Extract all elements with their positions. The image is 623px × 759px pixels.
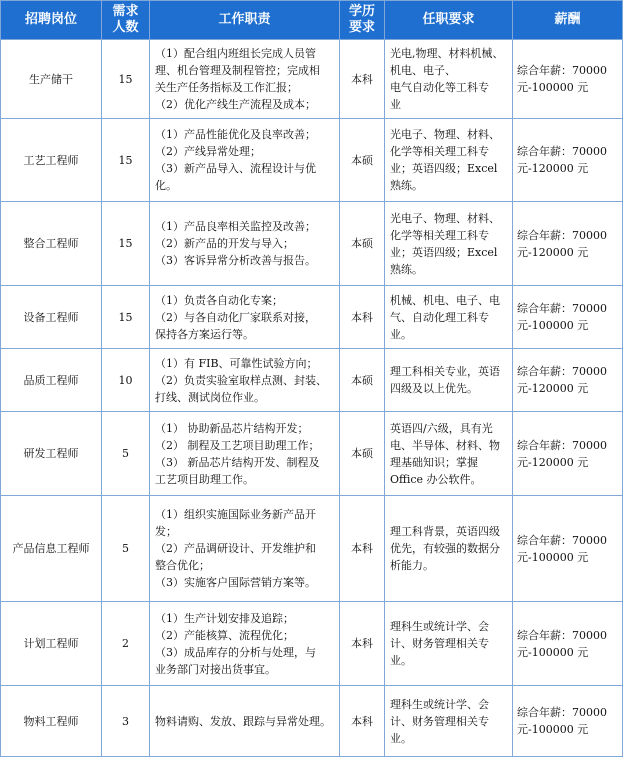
salary-cell — [513, 686, 623, 757]
salary-line: 元-100000 元 — [517, 81, 589, 94]
header-requirements: 任职要求 — [385, 1, 513, 40]
salary-line: 综合年薪：70000 — [517, 228, 607, 242]
duty-line: （2）与各自动化厂家联系对接， — [155, 310, 316, 324]
requirements-cell — [385, 349, 513, 412]
duty-line: （1）组织实施国际业务新产品开 — [155, 508, 316, 521]
education-cell: 本科 — [340, 496, 385, 602]
headcount-cell: 5 — [102, 412, 150, 496]
duty-line: 业务部门对接出货事宜。 — [155, 662, 276, 676]
header-education-line2: 要求 — [348, 20, 375, 35]
requirement-line: 计、财务管理相关专 — [390, 637, 489, 650]
duties-cell — [150, 349, 340, 412]
duty-line: （2）优化产线生产流程及成本； — [155, 98, 316, 111]
salary-line: 元-120000 元 — [517, 162, 589, 175]
duty-line: 关生产任务指标及工作汇报； — [155, 81, 298, 94]
requirement-line: 业。 — [390, 731, 412, 745]
duty-line: （1）产品良率相关监控及改善； — [155, 220, 316, 233]
salary-line: 元-100000 元 — [517, 723, 589, 736]
salary-line: 元-120000 元 — [517, 245, 589, 259]
headcount-cell: 5 — [102, 496, 150, 602]
requirement-line: 机械、机电、电子、电 — [390, 293, 500, 307]
position-cell: 生产储干 — [1, 40, 102, 119]
headcount-cell: 10 — [102, 349, 150, 412]
duties-cell — [150, 602, 340, 686]
requirement-line: 理基础知识；掌握 — [390, 455, 478, 469]
duty-line: 发； — [155, 525, 177, 538]
requirement-line: 化学等相关理工科专 — [390, 145, 489, 158]
requirements-cell — [385, 686, 513, 757]
requirement-line: Office 办公软件。 — [390, 472, 482, 486]
requirements-cell — [385, 286, 513, 349]
salary-line: 元-120000 元 — [517, 382, 589, 395]
headcount-cell: 3 — [102, 686, 150, 757]
education-cell: 本科 — [340, 686, 385, 757]
headcount-cell: 2 — [102, 602, 150, 686]
requirement-line: 计、财务管理相关专 — [390, 714, 489, 728]
table-row — [1, 412, 623, 496]
requirement-line: 光电,物理、材料机械、 — [390, 47, 504, 60]
position-cell: 品质工程师 — [1, 349, 102, 412]
salary-cell — [513, 119, 623, 202]
duty-line: （2） 制程及工艺项目助理工作； — [155, 438, 320, 452]
headcount-cell: 15 — [102, 119, 150, 202]
requirement-line: 业。 — [390, 654, 412, 667]
requirement-line: 优先，有较强的数据分 — [390, 542, 500, 555]
table-row — [1, 686, 623, 757]
requirement-line: 业。 — [390, 327, 412, 341]
duty-line: 保持各方案运行等。 — [155, 327, 254, 341]
salary-line: 综合年薪：70000 — [517, 438, 607, 452]
requirement-line: 四级及以上优先。 — [390, 382, 478, 395]
duty-line: （2）产品调研设计、开发维护和 — [155, 542, 316, 555]
education-cell: 本硕 — [340, 412, 385, 496]
duties-cell — [150, 119, 340, 202]
duty-line: （3）成品库存的分析与处理，与 — [155, 645, 316, 659]
duty-line: （1）生产计划安排及追踪； — [155, 611, 294, 625]
salary-line: 元-100000 元 — [517, 319, 589, 332]
requirement-line: 熟练。 — [390, 179, 423, 192]
header-headcount-line2: 人数 — [112, 20, 139, 35]
salary-cell — [513, 40, 623, 119]
header-position: 招聘岗位 — [1, 1, 102, 40]
table-row — [1, 349, 623, 412]
duties-cell — [150, 412, 340, 496]
salary-line: 综合年薪：70000 — [517, 64, 607, 77]
headcount-cell: 15 — [102, 202, 150, 286]
table-row — [1, 286, 623, 349]
education-cell: 本硕 — [340, 202, 385, 286]
duty-line: （2）产线异常处理； — [155, 145, 261, 158]
duty-line: （3）客诉异常分析改善与报告。 — [155, 254, 316, 267]
requirement-line: 理工科相关专业，英语 — [390, 365, 500, 378]
requirement-line: 气、自动化理工科专 — [390, 310, 489, 324]
requirement-line: 业 — [390, 98, 401, 111]
table-row — [1, 40, 623, 119]
table-row — [1, 496, 623, 602]
requirement-line: 电气自动化等工科专 — [390, 81, 489, 94]
requirements-cell — [385, 602, 513, 686]
duty-line: （1）配合组内班组长完成人员管 — [155, 47, 316, 60]
duty-line: 工艺项目助理工作。 — [155, 472, 254, 486]
duty-line: （2）产能核算、流程优化； — [155, 628, 294, 642]
requirement-line: 析能力。 — [390, 559, 434, 572]
table-row — [1, 602, 623, 686]
header-duties: 工作职责 — [150, 1, 340, 40]
salary-cell — [513, 602, 623, 686]
requirements-cell — [385, 40, 513, 119]
header-education — [340, 1, 385, 40]
requirement-line: 电、半导体、材料、物 — [390, 438, 500, 452]
duties-cell — [150, 496, 340, 602]
salary-line: 综合年薪：70000 — [517, 533, 607, 547]
duty-line: 整合优化； — [155, 559, 210, 572]
requirements-cell — [385, 412, 513, 496]
position-cell: 研发工程师 — [1, 412, 102, 496]
salary-cell — [513, 286, 623, 349]
position-cell: 产品信息工程师 — [1, 496, 102, 602]
duties-cell — [150, 40, 340, 119]
duties-cell — [150, 202, 340, 286]
requirement-line: 理科生或统计学、会 — [390, 697, 489, 711]
position-cell: 工艺工程师 — [1, 119, 102, 202]
table-row — [1, 202, 623, 286]
requirement-line: 光电子、物理、材料、 — [390, 211, 500, 225]
duty-line: （1）产品性能优化及良率改善； — [155, 128, 316, 141]
duty-line: （1）负责各自动化专案； — [155, 293, 283, 307]
duty-line: （3）新产品导入、流程设计与优 — [155, 162, 316, 175]
duties-cell — [150, 286, 340, 349]
salary-line: 元-100000 元 — [517, 645, 589, 659]
duty-line: （2）新产品的开发与导入； — [155, 237, 294, 250]
requirement-line: 熟练。 — [390, 262, 423, 276]
education-cell: 本硕 — [340, 349, 385, 412]
salary-cell — [513, 412, 623, 496]
duty-line: （3）实施客户国际营销方案等。 — [155, 576, 316, 589]
headcount-cell: 15 — [102, 286, 150, 349]
table-row — [1, 119, 623, 202]
salary-line: 元-100000 元 — [517, 550, 589, 564]
salary-line: 元-120000 元 — [517, 455, 589, 469]
education-cell: 本科 — [340, 602, 385, 686]
duty-line: （2）负责实验室取样点测、封装、 — [155, 373, 327, 387]
education-cell: 本硕 — [340, 119, 385, 202]
requirement-line: 理工科背景，英语四级 — [390, 525, 500, 538]
duties-cell — [150, 686, 340, 757]
duty-line: 物料请购、发放、跟踪与异常处理。 — [155, 714, 331, 728]
position-cell: 整合工程师 — [1, 202, 102, 286]
table-body — [1, 40, 623, 757]
salary-cell — [513, 349, 623, 412]
salary-line: 综合年薪：70000 — [517, 302, 607, 315]
requirement-line: 化学等相关理工科专 — [390, 228, 489, 242]
duty-line: 化。 — [155, 179, 177, 192]
position-cell: 计划工程师 — [1, 602, 102, 686]
duty-line: （1） 协助新品芯片结构开发； — [155, 421, 309, 435]
position-cell: 设备工程师 — [1, 286, 102, 349]
duty-line: 理、机台管理及制程管控；完成相 — [155, 64, 320, 77]
requirement-line: 业；英语四级；Excel — [390, 245, 498, 259]
requirement-line: 业；英语四级；Excel — [390, 162, 498, 175]
header-education-line1: 学历 — [348, 4, 375, 19]
salary-line: 综合年薪：70000 — [517, 365, 607, 378]
duty-line: （3） 新品芯片结构开发、制程及 — [155, 455, 320, 469]
duty-line: （1）有 FIB、可靠性试验方向； — [155, 356, 318, 370]
header-headcount — [102, 1, 150, 40]
education-cell: 本科 — [340, 40, 385, 119]
salary-cell — [513, 202, 623, 286]
position-cell: 物料工程师 — [1, 686, 102, 757]
requirement-line: 光电子、物理、材料、 — [390, 128, 500, 141]
requirement-line: 理科生或统计学、会 — [390, 620, 489, 633]
education-cell: 本科 — [340, 286, 385, 349]
salary-line: 综合年薪：70000 — [517, 706, 607, 719]
salary-cell — [513, 496, 623, 602]
table-header-row — [1, 1, 623, 40]
requirement-line: 机电、电子、 — [390, 64, 456, 77]
requirements-cell — [385, 496, 513, 602]
requirements-cell — [385, 202, 513, 286]
requirement-line: 英语四/六级，具有光 — [390, 421, 493, 435]
header-salary: 薪酬 — [513, 1, 623, 40]
salary-line: 综合年薪：70000 — [517, 145, 607, 158]
duty-line: 打线、测试岗位作业。 — [155, 390, 265, 404]
salary-line: 综合年薪：70000 — [517, 628, 607, 642]
requirements-cell — [385, 119, 513, 202]
headcount-cell: 15 — [102, 40, 150, 119]
header-headcount-line1: 需求 — [112, 4, 139, 19]
